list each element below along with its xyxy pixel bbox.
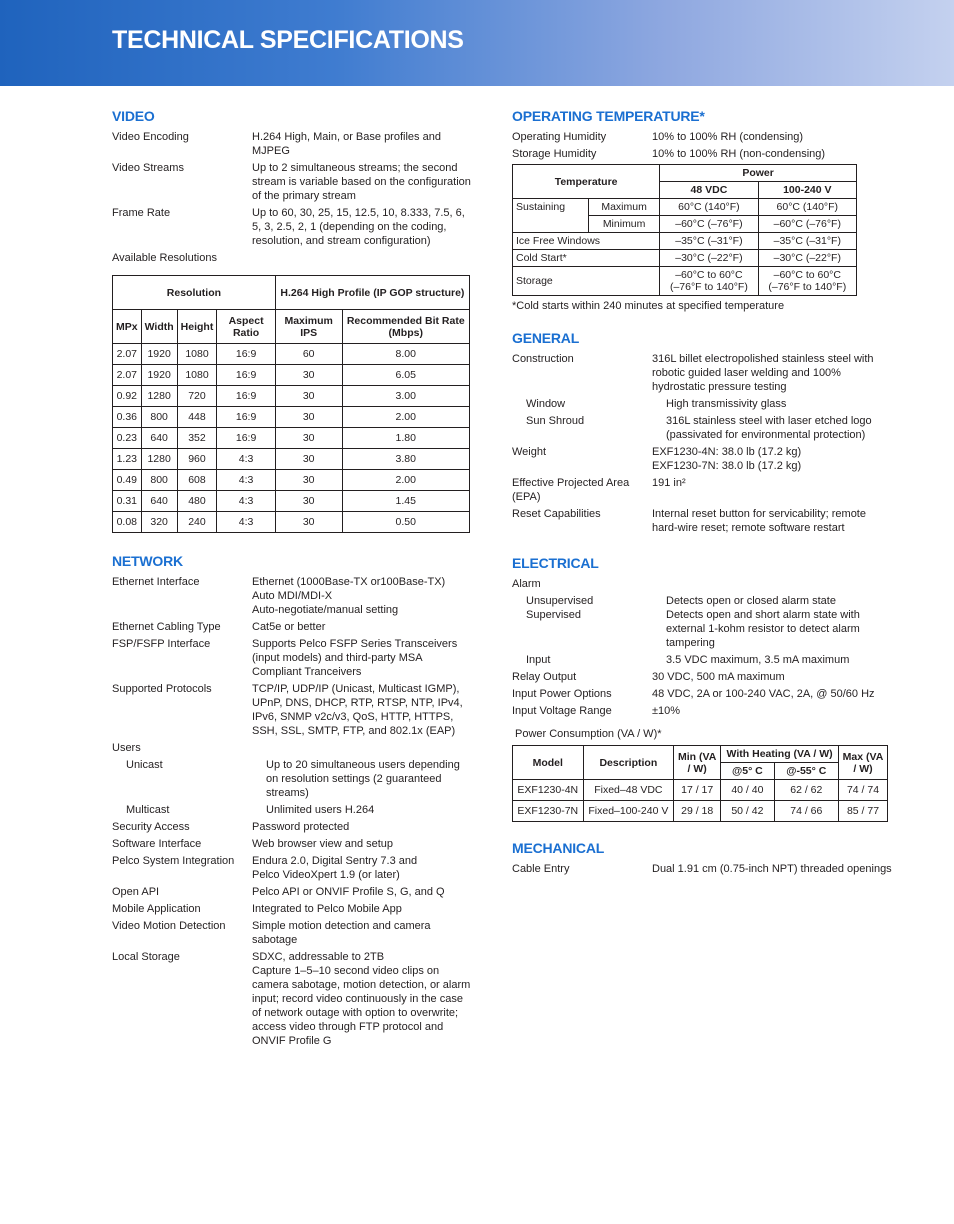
spec-row — [112, 758, 472, 800]
storage-label: Storage — [513, 267, 660, 296]
spec-row — [512, 476, 892, 504]
table-row — [113, 386, 470, 407]
spec-value: 316L billet electropolished stainless steel with robotic guided laser welding and 100% hydrostatic pressure testing — [652, 353, 874, 393]
table-cell: EXF1230-7N — [513, 801, 584, 822]
resolution-group-header: Resolution — [113, 276, 276, 310]
cold-start-note: *Cold starts within 240 minutes at specified temperature — [512, 300, 785, 312]
table-cell: 1920 — [141, 365, 177, 386]
table-cell: 2.00 — [342, 470, 470, 491]
resolution-table — [112, 275, 470, 533]
spec-row — [512, 577, 892, 591]
right-column — [512, 108, 892, 879]
spec-row — [512, 445, 892, 473]
table-cell: 30 — [275, 449, 342, 470]
spec-row — [512, 862, 892, 876]
table-cell: 85 / 77 — [839, 801, 888, 822]
max-header: Max (VA / W) — [839, 746, 888, 780]
spec-value: Supports Pelco FSFP Series Transceivers (input models) and third-party MSA Compliant Tranceivers — [252, 638, 458, 678]
spec-value: H.264 High, Main, or Base profiles and MJPEG — [252, 131, 441, 157]
spec-value: Pelco API or ONVIF Profile S, G, and Q — [252, 886, 445, 898]
table-cell: 60 — [275, 344, 342, 365]
table-cell: 640 — [141, 428, 177, 449]
spec-row — [112, 575, 472, 617]
table-cell: 1280 — [141, 449, 177, 470]
spec-value: 30 VDC, 500 mA maximum — [652, 671, 785, 683]
spec-value: Ethernet (1000Base-TX or100Base-TX) Auto MDI/MDI-X Auto-negotiate/manual setting — [252, 576, 446, 616]
spec-label: Operating Humidity — [512, 131, 607, 143]
table-row — [113, 344, 470, 365]
table-cell: 30 — [275, 470, 342, 491]
table-cell: 2.00 — [342, 407, 470, 428]
min-48vdc: –60°C (–76°F) — [660, 216, 758, 233]
table-cell: 0.50 — [342, 512, 470, 533]
table-cell: 960 — [177, 449, 217, 470]
spec-label: Supported Protocols — [112, 683, 212, 695]
spec-row — [112, 837, 472, 851]
with-heating-header: With Heating (VA / W) — [721, 746, 839, 763]
spec-row — [512, 704, 892, 718]
temperature-table — [512, 164, 857, 296]
spec-value: 191 in² — [652, 477, 686, 489]
table-cell: 16:9 — [217, 344, 276, 365]
table-cell: 0.92 — [113, 386, 142, 407]
table-cell: 16:9 — [217, 428, 276, 449]
power-header: Power — [660, 165, 857, 182]
spec-row — [512, 397, 892, 411]
max-100-240v: 60°C (140°F) — [758, 199, 856, 216]
table-cell: 800 — [141, 470, 177, 491]
table-cell: Fixed–100-240 V — [583, 801, 674, 822]
100-240v-header: 100-240 V — [758, 182, 856, 199]
table-cell: 29 / 18 — [674, 801, 721, 822]
spec-label: Ethernet Interface — [112, 576, 200, 588]
table-row — [513, 801, 888, 822]
spec-row — [512, 507, 892, 535]
table-cell: 30 — [275, 512, 342, 533]
general-specs — [512, 352, 892, 535]
spec-row — [512, 130, 892, 144]
spec-label: Effective Projected Area (EPA) — [512, 477, 630, 503]
table-cell: 480 — [177, 491, 217, 512]
spec-label: Input Power Options — [512, 688, 612, 700]
spec-value: Endura 2.0, Digital Sentry 7.3 and Pelco VideoXpert 1.9 (or later) — [252, 855, 418, 881]
spec-value: ±10% — [652, 705, 681, 717]
table-cell: 30 — [275, 428, 342, 449]
table-cell: 0.31 — [113, 491, 142, 512]
table-cell: 50 / 42 — [721, 801, 774, 822]
spec-value — [252, 741, 472, 755]
table-row — [113, 365, 470, 386]
spec-value: EXF1230-4N: 38.0 lb (17.2 kg) EXF1230-7N: 38.0 lb (17.2 kg) — [652, 446, 802, 472]
spec-row — [512, 147, 892, 161]
min-header: Min (VA / W) — [674, 746, 721, 780]
spec-label: Video Streams — [112, 162, 184, 174]
table-cell: 0.36 — [113, 407, 142, 428]
description-header: Description — [583, 746, 674, 780]
table-cell: 2.07 — [113, 365, 142, 386]
sustaining-label: Sustaining — [513, 199, 589, 233]
resolution-column-header: MPx — [113, 310, 142, 344]
spec-value: SDXC, addressable to 2TB Capture 1–5–10 second video clips on camera sabotage, motion detection, or alarm input; record video continuously in the case of network outage with option to overwrite; access video through FTP protocol and ONVIF Profile G — [252, 951, 471, 1047]
spec-row — [112, 902, 472, 916]
spec-label: Window — [526, 398, 566, 410]
spec-label: Video Motion Detection — [112, 920, 226, 932]
spec-row — [112, 919, 472, 947]
table-row — [113, 512, 470, 533]
table-cell: 16:9 — [217, 386, 276, 407]
spec-row — [112, 130, 472, 158]
spec-label: Input — [526, 654, 551, 666]
resolution-column-header: Recommended Bit Rate (Mbps) — [342, 310, 470, 344]
spec-label: Relay Output — [512, 671, 577, 683]
spec-value: 316L stainless steel with laser etched logo (passivated for environmental protection) — [666, 415, 872, 441]
table-cell: 6.05 — [342, 365, 470, 386]
spec-value: Simple motion detection and camera sabotage — [252, 920, 431, 946]
table-cell: 3.00 — [342, 386, 470, 407]
spec-label: Weight — [512, 446, 547, 458]
spec-row — [112, 950, 472, 1048]
table-cell: 4:3 — [217, 491, 276, 512]
table-cell: 1280 — [141, 386, 177, 407]
table-row — [113, 470, 470, 491]
table-row — [513, 780, 888, 801]
table-cell: 62 / 62 — [774, 780, 838, 801]
ice-48vdc: –35°C (–31°F) — [660, 233, 758, 250]
spec-row — [512, 670, 892, 684]
spec-value: 10% to 100% RH (condensing) — [652, 131, 804, 143]
table-cell: 30 — [275, 407, 342, 428]
electrical-specs — [512, 577, 892, 718]
spec-row — [112, 885, 472, 899]
table-cell: 448 — [177, 407, 217, 428]
spec-value: Unlimited users H.264 — [266, 804, 375, 816]
network-specs — [112, 575, 472, 1048]
table-cell: 30 — [275, 365, 342, 386]
spec-row — [512, 414, 892, 442]
table-cell: 1080 — [177, 365, 217, 386]
table-cell: Fixed–48 VDC — [583, 780, 674, 801]
spec-value: Detects open or closed alarm state Detects open and short alarm state with external 1-kohm resistor to detect alarm tampering — [666, 595, 860, 649]
spec-row — [112, 741, 472, 755]
spec-label: Video Encoding — [112, 131, 189, 143]
operating-temp-heading: OPERATING TEMPERATURE* — [512, 108, 705, 124]
spec-row — [112, 161, 472, 203]
table-cell: 74 / 74 — [839, 780, 888, 801]
spec-value — [652, 577, 892, 591]
spec-label: Users — [112, 742, 141, 754]
48vdc-header: 48 VDC — [660, 182, 758, 199]
table-cell: 1.80 — [342, 428, 470, 449]
storage-100-240v: –60°C to 60°C (–76°F to 140°F) — [758, 267, 856, 296]
spec-label: Storage Humidity — [512, 148, 597, 160]
video-heading: VIDEO — [112, 108, 155, 124]
table-cell: 0.08 — [113, 512, 142, 533]
spec-value: 10% to 100% RH (non-condensing) — [652, 148, 826, 160]
table-cell: 40 / 40 — [721, 780, 774, 801]
spec-label: Multicast — [126, 804, 170, 816]
spec-label: Input Voltage Range — [512, 705, 612, 717]
spec-label: Construction — [512, 353, 574, 365]
table-cell: 320 — [141, 512, 177, 533]
power-consumption-table — [512, 745, 888, 822]
table-cell: 17 / 17 — [674, 780, 721, 801]
temperature-header: Temperature — [513, 165, 660, 199]
spec-value — [252, 251, 472, 265]
table-row — [113, 491, 470, 512]
minimum-label: Minimum — [589, 216, 660, 233]
page-title: TECHNICAL SPECIFICATIONS — [112, 26, 464, 54]
table-cell: 640 — [141, 491, 177, 512]
spec-value: Up to 20 simultaneous users depending on resolution settings (2 guaranteed streams) — [266, 759, 460, 799]
table-cell: 1920 — [141, 344, 177, 365]
spec-label: Unicast — [126, 759, 163, 771]
mechanical-heading: MECHANICAL — [512, 840, 605, 856]
maximum-label: Maximum — [589, 199, 660, 216]
spec-row — [512, 594, 892, 650]
table-cell: 74 / 66 — [774, 801, 838, 822]
power-consumption-label: Power Consumption (VA / W)* — [515, 728, 662, 740]
minus55c-header: @-55° C — [774, 763, 838, 780]
table-row — [113, 449, 470, 470]
spec-label: Reset Capabilities — [512, 508, 601, 520]
min-100-240v: –60°C (–76°F) — [758, 216, 856, 233]
spec-row — [112, 251, 472, 265]
table-cell: 352 — [177, 428, 217, 449]
ice-free-label: Ice Free Windows — [513, 233, 660, 250]
table-cell: 16:9 — [217, 365, 276, 386]
spec-label: Security Access — [112, 821, 190, 833]
table-cell: 1.45 — [342, 491, 470, 512]
max-48vdc: 60°C (140°F) — [660, 199, 758, 216]
header-banner — [0, 0, 954, 86]
spec-label: Mobile Application — [112, 903, 201, 915]
storage-48vdc: –60°C to 60°C (–76°F to 140°F) — [660, 267, 758, 296]
ice-100-240v: –35°C (–31°F) — [758, 233, 856, 250]
table-row — [113, 407, 470, 428]
spec-label: Local Storage — [112, 951, 180, 963]
spec-label: Unsupervised Supervised — [526, 595, 594, 621]
spec-value: Password protected — [252, 821, 350, 833]
spec-value: Dual 1.91 cm (0.75-inch NPT) threaded openings — [652, 863, 892, 875]
spec-label: Sun Shroud — [526, 415, 585, 427]
spec-label: Ethernet Cabling Type — [112, 621, 221, 633]
spec-value: 48 VDC, 2A or 100-240 VAC, 2A, @ 50/60 Hz — [652, 688, 875, 700]
spec-label: Available Resolutions — [112, 252, 217, 264]
table-cell: 2.07 — [113, 344, 142, 365]
spec-value: Web browser view and setup — [252, 838, 394, 850]
spec-label: Software Interface — [112, 838, 202, 850]
table-cell: 30 — [275, 491, 342, 512]
electrical-heading: ELECTRICAL — [512, 555, 599, 571]
resolution-column-header: Width — [141, 310, 177, 344]
table-cell: 0.23 — [113, 428, 142, 449]
left-column — [112, 108, 472, 1051]
table-cell: 16:9 — [217, 407, 276, 428]
spec-value: TCP/IP, UDP/IP (Unicast, Multicast IGMP), UPnP, DNS, DHCP, RTP, RTSP, NTP, IPv4, IPv6, SNMP v2c/v3, QoS, HTTP, HTTPS, SSH, SSL, SMTP, FTP, and 802.1x (EAP) — [252, 683, 463, 737]
table-cell: 4:3 — [217, 470, 276, 491]
spec-row — [512, 352, 892, 394]
spec-value: Internal reset button for servicability; remote hard-wire reset; remote software restart — [652, 508, 866, 534]
resolution-column-header: Height — [177, 310, 217, 344]
model-header: Model — [513, 746, 584, 780]
cold-48vdc: –30°C (–22°F) — [660, 250, 758, 267]
spec-row — [112, 682, 472, 738]
table-cell: 720 — [177, 386, 217, 407]
video-specs — [112, 130, 472, 265]
table-row — [113, 428, 470, 449]
spec-label: FSP/FSFP Interface — [112, 638, 211, 650]
table-cell: 30 — [275, 386, 342, 407]
table-cell: 1.23 — [113, 449, 142, 470]
5c-header: @5° C — [721, 763, 774, 780]
h264-group-header: H.264 High Profile (IP GOP structure) — [275, 276, 469, 310]
spec-label: Pelco System Integration — [112, 855, 235, 867]
table-cell: 3.80 — [342, 449, 470, 470]
spec-value: 3.5 VDC maximum, 3.5 mA maximum — [666, 654, 850, 666]
resolution-column-header: Aspect Ratio — [217, 310, 276, 344]
spec-value: Up to 60, 30, 25, 15, 12.5, 10, 8.333, 7.5, 6, 5, 3, 2.5, 2, 1 (depending on the coding, resolution, and stream configuration) — [252, 207, 465, 247]
spec-value: Integrated to Pelco Mobile App — [252, 903, 402, 915]
table-cell: 240 — [177, 512, 217, 533]
network-heading: NETWORK — [112, 553, 183, 569]
spec-row — [112, 854, 472, 882]
cold-100-240v: –30°C (–22°F) — [758, 250, 856, 267]
cold-start-label: Cold Start* — [513, 250, 660, 267]
spec-label: Open API — [112, 886, 160, 898]
spec-row — [112, 620, 472, 634]
mechanical-specs — [512, 862, 892, 876]
spec-row — [112, 820, 472, 834]
table-cell: EXF1230-4N — [513, 780, 584, 801]
spec-label: Cable Entry — [512, 863, 570, 875]
spec-value: Cat5e or better — [252, 621, 326, 633]
table-cell: 4:3 — [217, 512, 276, 533]
table-cell: 608 — [177, 470, 217, 491]
table-cell: 8.00 — [342, 344, 470, 365]
table-cell: 1080 — [177, 344, 217, 365]
spec-label: Alarm — [512, 578, 541, 590]
spec-value: Up to 2 simultaneous streams; the second stream is variable based on the configuration of the primary stream — [252, 162, 471, 202]
spec-value: High transmissivity glass — [666, 398, 787, 410]
table-cell: 4:3 — [217, 449, 276, 470]
table-cell: 0.49 — [113, 470, 142, 491]
table-cell: 800 — [141, 407, 177, 428]
resolution-column-header: Maximum IPS — [275, 310, 342, 344]
spec-row — [112, 637, 472, 679]
spec-row — [512, 653, 892, 667]
spec-row — [512, 687, 892, 701]
spec-row — [112, 803, 472, 817]
operating-specs — [512, 130, 892, 161]
general-heading: GENERAL — [512, 330, 580, 346]
spec-row — [112, 206, 472, 248]
spec-label: Frame Rate — [112, 207, 171, 219]
